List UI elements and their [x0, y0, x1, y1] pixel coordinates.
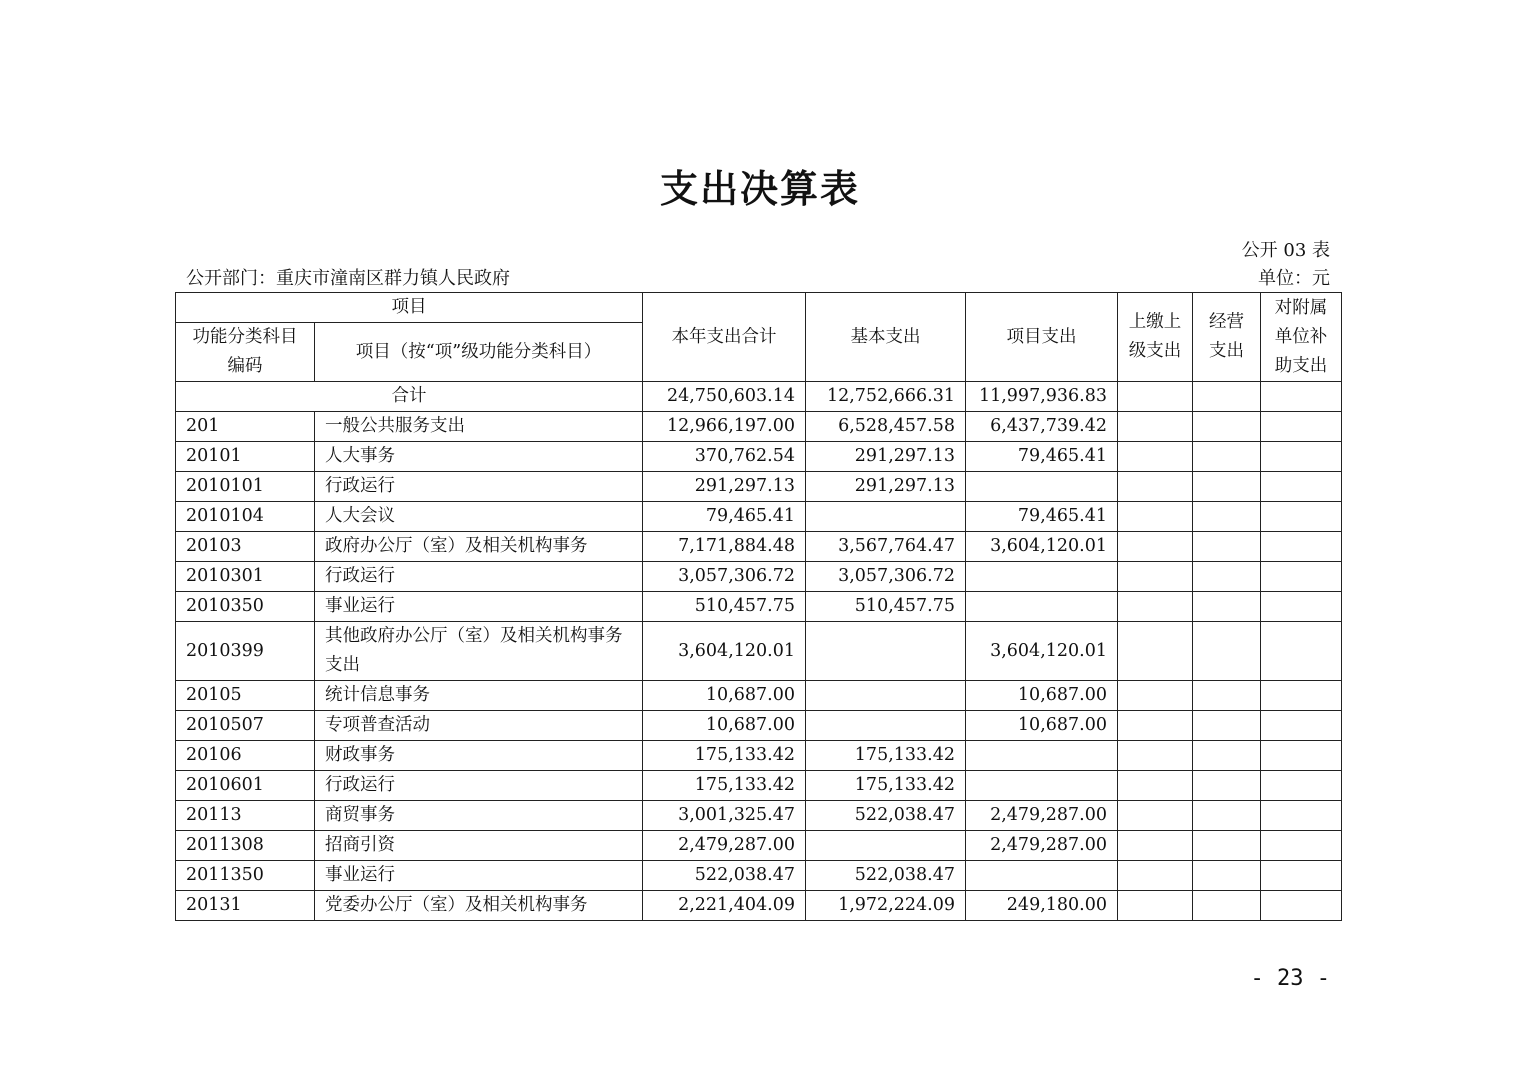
row-code: 2010507	[176, 711, 315, 741]
row-total: 12,966,197.00	[643, 412, 806, 442]
row-remit-upper	[1118, 562, 1193, 592]
table-row	[176, 532, 1342, 562]
row-name: 党委办公厅（室）及相关机构事务	[315, 891, 643, 921]
table-row	[176, 801, 1342, 831]
row-basic: 175,133.42	[806, 741, 966, 771]
row-business	[1193, 442, 1261, 472]
row-project: 10,687.00	[966, 711, 1118, 741]
row-name: 专项普查活动	[315, 711, 643, 741]
row-subsidy	[1261, 801, 1342, 831]
row-remit-upper	[1118, 801, 1193, 831]
row-subsidy	[1261, 442, 1342, 472]
header-project: 项目	[176, 293, 643, 323]
header-project-expenditure: 项目支出	[966, 293, 1118, 382]
row-basic: 1,972,224.09	[806, 891, 966, 921]
row-basic: 522,038.47	[806, 861, 966, 891]
row-basic	[806, 831, 966, 861]
row-subsidy	[1261, 562, 1342, 592]
header-remit-upper: 上缴上级支出	[1118, 293, 1193, 382]
row-remit-upper	[1118, 532, 1193, 562]
row-project: 2,479,287.00	[966, 801, 1118, 831]
row-total: 291,297.13	[643, 472, 806, 502]
row-code: 2010601	[176, 771, 315, 801]
table-row	[176, 502, 1342, 532]
header-project-item: 项目（按“项”级功能分类科目）	[315, 323, 643, 382]
row-code: 2010104	[176, 502, 315, 532]
row-business	[1193, 472, 1261, 502]
page-number: - 23 -	[1250, 966, 1330, 991]
row-remit-upper	[1118, 891, 1193, 921]
row-business	[1193, 562, 1261, 592]
table-row	[176, 831, 1342, 861]
row-code: 201	[176, 412, 315, 442]
row-basic: 3,567,764.47	[806, 532, 966, 562]
row-name: 财政事务	[315, 741, 643, 771]
row-project: 249,180.00	[966, 891, 1118, 921]
expenditure-table	[175, 292, 1342, 921]
row-subsidy	[1261, 741, 1342, 771]
row-name: 事业运行	[315, 592, 643, 622]
row-total: 3,604,120.01	[643, 622, 806, 681]
table-row	[176, 681, 1342, 711]
header-business: 经营支出	[1193, 293, 1261, 382]
department-label: 公开部门：重庆市潼南区群力镇人民政府	[186, 268, 510, 289]
row-remit-upper	[1118, 592, 1193, 622]
table-row	[176, 891, 1342, 921]
total-amount: 24,750,603.14	[643, 382, 806, 412]
row-code: 2011350	[176, 861, 315, 891]
row-remit-upper	[1118, 771, 1193, 801]
row-business	[1193, 412, 1261, 442]
row-code: 20113	[176, 801, 315, 831]
unit-label: 单位：元	[1258, 268, 1330, 289]
row-basic	[806, 622, 966, 681]
total-project: 11,997,936.83	[966, 382, 1118, 412]
row-name: 事业运行	[315, 861, 643, 891]
row-name: 人大事务	[315, 442, 643, 472]
row-project: 6,437,739.42	[966, 412, 1118, 442]
row-total: 510,457.75	[643, 592, 806, 622]
row-basic	[806, 681, 966, 711]
row-subsidy	[1261, 861, 1342, 891]
total-business	[1193, 382, 1261, 412]
row-total: 3,057,306.72	[643, 562, 806, 592]
table-row	[176, 562, 1342, 592]
row-name: 一般公共服务支出	[315, 412, 643, 442]
table-row	[176, 711, 1342, 741]
row-project	[966, 562, 1118, 592]
total-basic: 12,752,666.31	[806, 382, 966, 412]
row-project: 3,604,120.01	[966, 622, 1118, 681]
row-name: 行政运行	[315, 771, 643, 801]
row-basic: 291,297.13	[806, 472, 966, 502]
row-remit-upper	[1118, 622, 1193, 681]
row-business	[1193, 861, 1261, 891]
row-project	[966, 741, 1118, 771]
table-row	[176, 592, 1342, 622]
table-row	[176, 741, 1342, 771]
row-project: 3,604,120.01	[966, 532, 1118, 562]
page-title: 支出决算表	[659, 166, 860, 211]
row-name: 行政运行	[315, 472, 643, 502]
row-code: 20103	[176, 532, 315, 562]
row-name: 统计信息事务	[315, 681, 643, 711]
row-total: 7,171,884.48	[643, 532, 806, 562]
row-business	[1193, 622, 1261, 681]
row-subsidy	[1261, 532, 1342, 562]
row-total: 2,221,404.09	[643, 891, 806, 921]
row-remit-upper	[1118, 681, 1193, 711]
header-func-code: 功能分类科目编码	[176, 323, 315, 382]
row-code: 2010301	[176, 562, 315, 592]
row-total: 175,133.42	[643, 771, 806, 801]
row-code: 2010350	[176, 592, 315, 622]
row-remit-upper	[1118, 502, 1193, 532]
row-basic: 175,133.42	[806, 771, 966, 801]
row-remit-upper	[1118, 861, 1193, 891]
row-total: 370,762.54	[643, 442, 806, 472]
row-remit-upper	[1118, 831, 1193, 861]
row-business	[1193, 831, 1261, 861]
row-project: 2,479,287.00	[966, 831, 1118, 861]
row-code: 20105	[176, 681, 315, 711]
row-subsidy	[1261, 681, 1342, 711]
row-remit-upper	[1118, 472, 1193, 502]
row-basic: 510,457.75	[806, 592, 966, 622]
row-business	[1193, 741, 1261, 771]
row-project: 79,465.41	[966, 502, 1118, 532]
row-business	[1193, 711, 1261, 741]
row-subsidy	[1261, 592, 1342, 622]
table-row	[176, 771, 1342, 801]
row-subsidy	[1261, 771, 1342, 801]
table-row	[176, 442, 1342, 472]
table-row	[176, 412, 1342, 442]
row-remit-upper	[1118, 442, 1193, 472]
row-total: 2,479,287.00	[643, 831, 806, 861]
row-basic	[806, 711, 966, 741]
row-project	[966, 771, 1118, 801]
row-name: 招商引资	[315, 831, 643, 861]
row-subsidy	[1261, 502, 1342, 532]
row-subsidy	[1261, 711, 1342, 741]
row-business	[1193, 801, 1261, 831]
total-row	[176, 382, 1342, 412]
header-total: 本年支出合计	[643, 293, 806, 382]
row-name: 行政运行	[315, 562, 643, 592]
row-basic: 6,528,457.58	[806, 412, 966, 442]
row-total: 79,465.41	[643, 502, 806, 532]
row-total: 175,133.42	[643, 741, 806, 771]
row-name: 人大会议	[315, 502, 643, 532]
row-code: 2011308	[176, 831, 315, 861]
table-body	[176, 382, 1342, 921]
row-project: 79,465.41	[966, 442, 1118, 472]
row-remit-upper	[1118, 741, 1193, 771]
row-business	[1193, 532, 1261, 562]
row-basic: 291,297.13	[806, 442, 966, 472]
total-label: 合计	[176, 382, 643, 412]
row-project	[966, 861, 1118, 891]
row-name: 其他政府办公厅（室）及相关机构事务支出	[315, 622, 643, 681]
row-remit-upper	[1118, 412, 1193, 442]
row-business	[1193, 681, 1261, 711]
header-basic: 基本支出	[806, 293, 966, 382]
row-code: 20106	[176, 741, 315, 771]
row-total: 522,038.47	[643, 861, 806, 891]
row-subsidy	[1261, 831, 1342, 861]
row-project	[966, 592, 1118, 622]
row-business	[1193, 891, 1261, 921]
row-project: 10,687.00	[966, 681, 1118, 711]
row-subsidy	[1261, 412, 1342, 442]
form-number: 公开 03 表	[1241, 240, 1330, 261]
row-code: 20101	[176, 442, 315, 472]
table-row	[176, 861, 1342, 891]
row-name: 商贸事务	[315, 801, 643, 831]
total-subsidy	[1261, 382, 1342, 412]
total-remit-upper	[1118, 382, 1193, 412]
row-total: 10,687.00	[643, 711, 806, 741]
row-subsidy	[1261, 891, 1342, 921]
row-remit-upper	[1118, 711, 1193, 741]
row-subsidy	[1261, 472, 1342, 502]
row-total: 10,687.00	[643, 681, 806, 711]
row-business	[1193, 502, 1261, 532]
row-code: 2010399	[176, 622, 315, 681]
table-row	[176, 622, 1342, 681]
row-name: 政府办公厅（室）及相关机构事务	[315, 532, 643, 562]
row-total: 3,001,325.47	[643, 801, 806, 831]
row-business	[1193, 592, 1261, 622]
row-code: 20131	[176, 891, 315, 921]
row-code: 2010101	[176, 472, 315, 502]
row-basic	[806, 502, 966, 532]
row-basic: 522,038.47	[806, 801, 966, 831]
row-basic: 3,057,306.72	[806, 562, 966, 592]
header-subsidy: 对附属单位补助支出	[1261, 293, 1342, 382]
row-project	[966, 472, 1118, 502]
row-subsidy	[1261, 622, 1342, 681]
table-row	[176, 472, 1342, 502]
row-business	[1193, 771, 1261, 801]
